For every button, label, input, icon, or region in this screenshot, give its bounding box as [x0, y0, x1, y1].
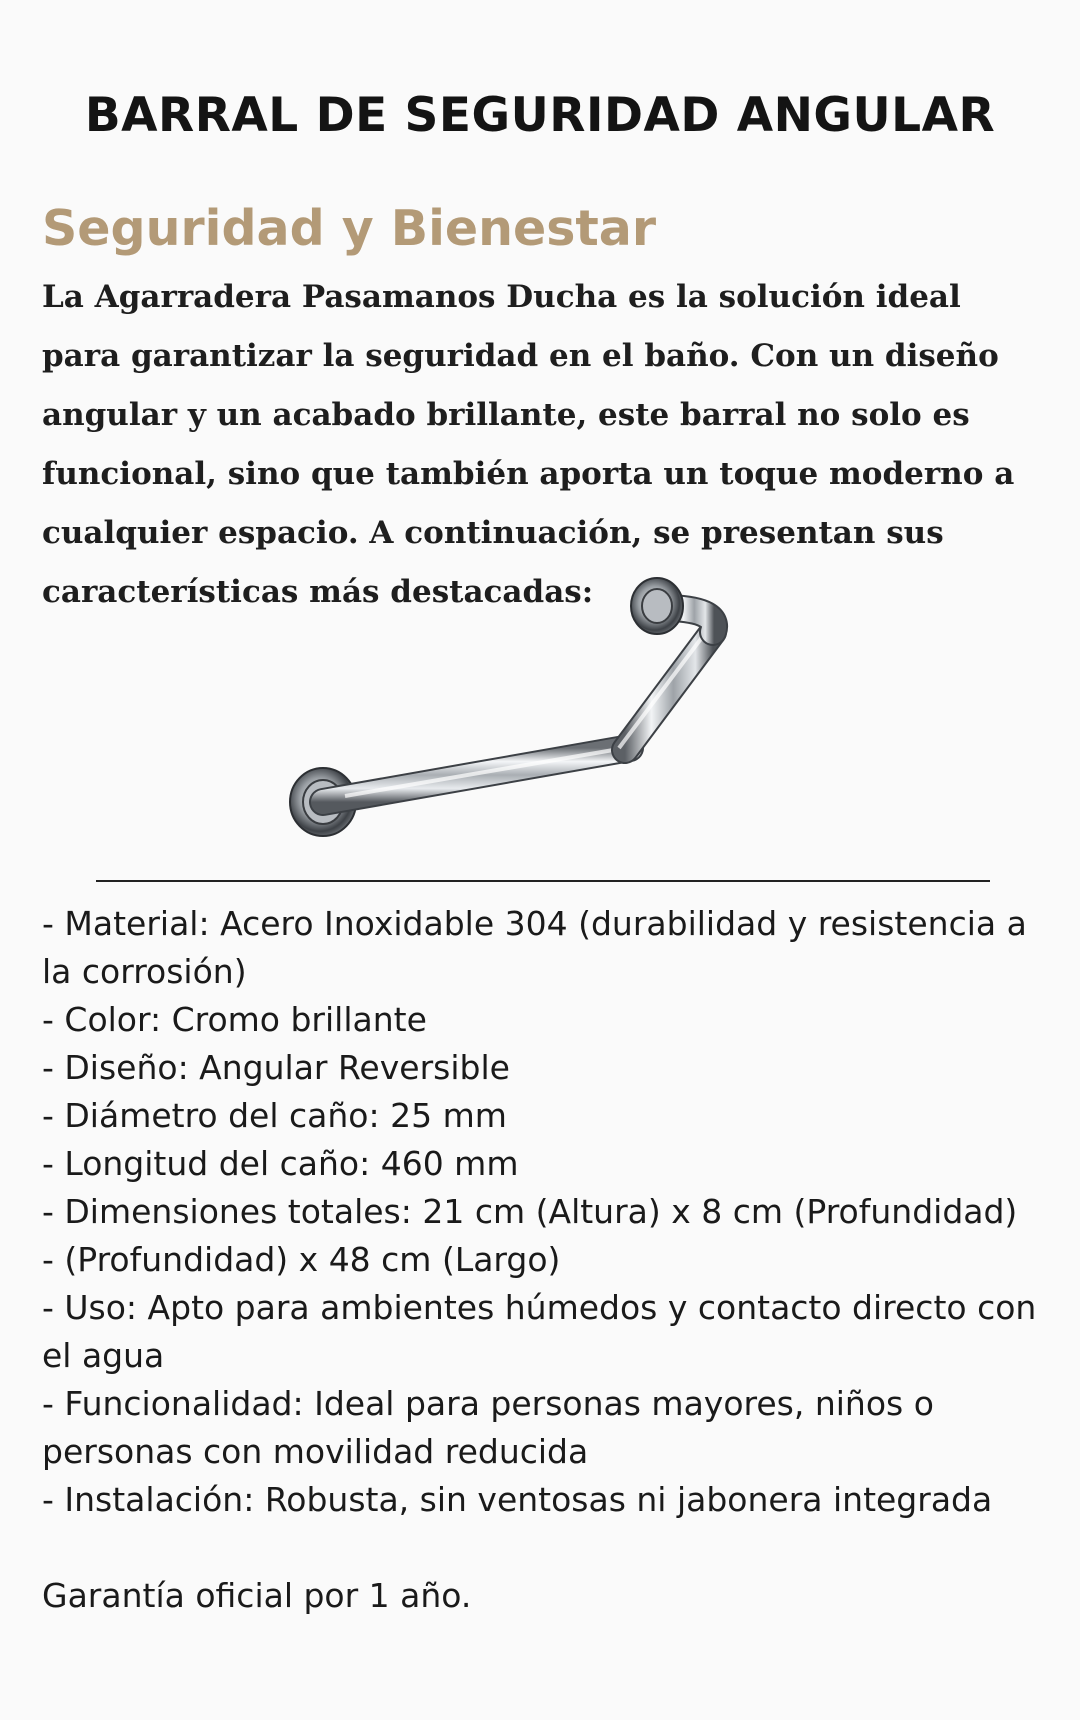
spec-depth-length: - (Profundidad) x 48 cm (Largo): [42, 1240, 561, 1279]
spec-material: - Material: Acero Inoxidable 304 (durabilidad y resistencia a la corrosión): [42, 904, 1027, 991]
section-divider: [96, 880, 990, 882]
chrome-angled-grab-bar-icon: [285, 570, 795, 870]
intro-paragraph: La Agarradera Pasamanos Ducha es la solución ideal para garantizar la seguridad en el baño. Con un diseño angular y un acabado brillante, este barral no solo es funcional, sino que también aporta un toque moderno a cualquier espacio. A continuación, se presentan sus características más destacadas:: [42, 279, 1015, 610]
page-title: BARRAL DE SEGURIDAD ANGULAR: [84, 88, 996, 143]
section-subtitle: Seguridad y Bienestar: [42, 200, 657, 257]
spec-color: - Color: Cromo brillante: [42, 1000, 427, 1039]
spec-list: [42, 900, 1062, 1524]
spec-design: - Diseño: Angular Reversible: [42, 1048, 510, 1087]
spec-installation: - Instalación: Robusta, sin ventosas ni jabonera integrada: [42, 1480, 993, 1519]
warranty-note: Garantía oficial por 1 año.: [42, 1576, 472, 1615]
spec-dimensions: - Dimensiones totales: 21 cm (Altura) x 8 cm (Profundidad): [42, 1192, 1018, 1231]
spec-length: - Longitud del caño: 460 mm: [42, 1144, 519, 1183]
spec-diameter: - Diámetro del caño: 25 mm: [42, 1096, 507, 1135]
spec-use: - Uso: Apto para ambientes húmedos y contacto directo con el agua: [42, 1288, 1037, 1375]
spec-functionality: - Funcionalidad: Ideal para personas mayores, niños o personas con movilidad reducida: [42, 1384, 934, 1471]
